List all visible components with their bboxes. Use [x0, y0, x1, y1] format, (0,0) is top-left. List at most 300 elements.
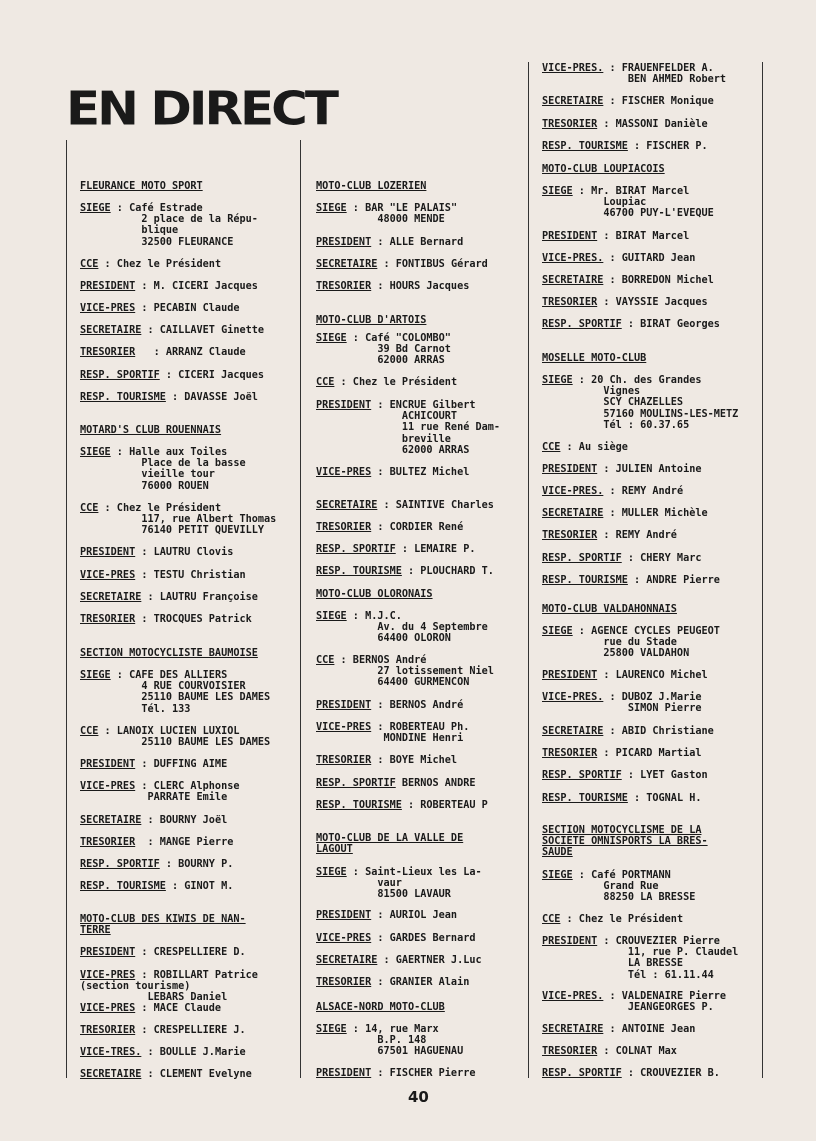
entry-label: PRESIDENT	[316, 1068, 372, 1079]
entry-label: PRESIDENT	[316, 400, 372, 411]
entry-value: : MULLER Michèle	[603, 508, 708, 519]
entry-label: SIEGE	[80, 670, 111, 681]
officer-entry	[316, 778, 475, 789]
entry-value: : Chez le Président	[98, 503, 222, 514]
officer-entry	[316, 281, 469, 292]
officer-entry	[542, 748, 701, 759]
entry-line	[542, 208, 714, 219]
entry-line	[316, 377, 457, 388]
club-section	[80, 181, 290, 403]
entry-value: Grand Rue	[542, 881, 659, 893]
entry-line	[542, 914, 683, 925]
officer-entry	[316, 400, 500, 456]
entry-label: VICE-PRES	[316, 933, 372, 944]
entry-value: : ANTOINE Jean	[603, 1024, 696, 1035]
entry-label: PRESIDENT	[80, 547, 136, 558]
officer-entry	[316, 522, 463, 533]
entry-value: : ABID Christiane	[603, 726, 714, 737]
entry-value: : Café "COLOMBO"	[346, 333, 451, 344]
officer-entry	[542, 914, 683, 925]
entry-value: : MASSONI Danièle	[597, 119, 708, 130]
entry-line	[316, 203, 457, 214]
column-rule	[762, 62, 763, 1078]
officer-entry	[80, 392, 258, 403]
entry-line	[316, 778, 475, 789]
entry-value: : MACE Claude	[135, 1003, 222, 1014]
entry-line	[316, 955, 482, 966]
officer-entry	[542, 486, 683, 497]
entry-line	[316, 214, 457, 225]
officer-entry	[80, 815, 227, 826]
entry-label: RESP. SPORTIF	[542, 1068, 622, 1079]
entry-line	[80, 458, 246, 469]
entry-value: 88250 LA BRESSE	[542, 892, 696, 904]
entry-line	[316, 467, 469, 478]
entry-value: : REMY André	[603, 486, 684, 497]
entry-value: : AGENCE CYCLES PEUGEOT	[572, 626, 720, 637]
entry-value: : FISCHER Pierre	[371, 1068, 476, 1079]
club-name: SECTION MOTOCYCLISME DE LA SOCIETE OMNISPORTS LA BRES- SAUDE	[542, 825, 708, 859]
entry-line	[542, 1068, 720, 1079]
entry-line	[542, 881, 695, 892]
entry-line	[542, 63, 726, 74]
entry-label: TRESORIER	[316, 977, 372, 988]
entry-value: : GARDES Bernard	[371, 933, 476, 944]
club-section	[542, 825, 757, 1079]
entry-line	[542, 530, 677, 541]
entry-label: SIEGE	[316, 867, 347, 878]
officer-entry	[80, 347, 246, 358]
club-name: MOTO-CLUB D'ARTOIS	[316, 315, 427, 326]
entry-label: VICE-PRES	[316, 467, 372, 478]
entry-label: RESP. TOURISME	[542, 575, 628, 586]
officer-entry	[542, 508, 708, 519]
club-name: MOTO-CLUB VALDAHONNAIS	[542, 604, 677, 615]
officer-entry	[80, 503, 276, 537]
entry-value: ACHICOURT	[316, 411, 458, 423]
entry-line	[542, 947, 738, 958]
entry-value: 25800 VALDAHON	[542, 648, 690, 660]
entry-value: : BERNOS André	[334, 655, 427, 666]
entry-value: : CHERY Marc	[621, 553, 702, 564]
entry-value: : DUFFING AIME	[135, 759, 228, 770]
entry-line	[316, 666, 494, 677]
entry-line	[80, 881, 233, 892]
entry-label: PRESIDENT	[80, 759, 136, 770]
entry-label: SIEGE	[542, 626, 573, 637]
entry-value: : BIRAT Georges	[621, 319, 720, 330]
entry-value: : AURIOL Jean	[371, 910, 458, 921]
column-rule	[300, 140, 301, 1078]
officer-entry	[80, 592, 258, 603]
entry-value: 57160 MOULINS-LES-METZ	[542, 408, 739, 420]
entry-label: TRESORIER	[80, 614, 136, 625]
entry-value: : BOURNY Joël	[141, 815, 228, 826]
entry-line	[542, 141, 708, 152]
officer-entry	[80, 547, 233, 558]
entry-line	[542, 409, 738, 420]
entry-value: : DUBOZ J.Marie	[603, 692, 702, 703]
entry-line	[316, 755, 457, 766]
officer-entry	[542, 530, 677, 541]
entry-label: RESP. SPORTIF	[316, 778, 396, 789]
club-name: MOTO-CLUB LOZERIEN	[316, 181, 427, 192]
entry-line	[316, 344, 451, 355]
entry-label: CCE	[80, 259, 99, 270]
entry-line	[542, 275, 714, 286]
entry-label: SECRETAIRE	[316, 259, 378, 270]
entry-value: : GINOT M.	[165, 881, 234, 892]
column-rule	[66, 140, 67, 1078]
entry-value: 62000 ARRAS	[316, 444, 470, 456]
entry-line	[542, 726, 714, 737]
entry-label: CCE	[80, 503, 99, 514]
entry-value: blique	[80, 225, 179, 237]
entry-label: SIEGE	[316, 333, 347, 344]
entry-value: : LAURENCO Michel	[597, 670, 708, 681]
entry-value: : CAFE DES ALLIERS	[110, 670, 228, 681]
officer-entry	[80, 203, 258, 248]
entry-value: : CORDIER René	[371, 522, 464, 533]
entry-value: : BULTEZ Michel	[371, 467, 470, 478]
entry-value: : BORREDON Michel	[603, 275, 714, 286]
entry-line	[316, 500, 494, 511]
entry-line	[80, 1025, 246, 1036]
entry-value: Tél : 60.37.65	[542, 419, 690, 431]
entry-value: 67501 HAGUENAU	[316, 1046, 464, 1058]
entry-value: 11 rue René Dam-	[316, 422, 501, 434]
entry-line	[542, 386, 738, 397]
entry-line	[542, 991, 726, 1002]
entry-line	[80, 370, 264, 381]
entry-label: RESP. TOURISME	[316, 566, 402, 577]
officer-entry	[80, 947, 246, 958]
officer-entry	[316, 655, 494, 689]
entry-line	[542, 670, 708, 681]
entry-line	[80, 447, 246, 458]
officer-entry	[542, 726, 714, 737]
club-section	[80, 648, 290, 892]
page-number: 40	[408, 1088, 429, 1106]
entry-line	[316, 544, 475, 555]
entry-value: : ALLE Bernard	[371, 237, 464, 248]
entry-line	[80, 759, 227, 770]
entry-value: Tél. 133	[80, 703, 191, 715]
entry-value: : COLNAT Max	[597, 1046, 677, 1057]
entry-line	[542, 936, 738, 947]
entry-value: : TROCQUES Patrick	[135, 614, 252, 625]
entry-value: vaur	[316, 878, 402, 890]
club-section	[542, 353, 757, 586]
entry-line	[542, 553, 701, 564]
officer-entry	[316, 611, 488, 645]
entry-label: SECRETAIRE	[542, 508, 604, 519]
entry-label: RESP. SPORTIF	[542, 770, 622, 781]
column-rule	[528, 62, 529, 1078]
entry-label: RESP. TOURISME	[542, 141, 628, 152]
officer-entry	[316, 1024, 463, 1058]
officer-entry	[80, 881, 233, 892]
entry-line	[542, 397, 738, 408]
entry-value: : ENCRUE Gilbert	[371, 400, 476, 411]
entry-value: : FONTIBUS Gérard	[377, 259, 488, 270]
entry-value: : TOGNAL H.	[627, 793, 702, 804]
officer-entry	[542, 375, 738, 431]
entry-line	[80, 481, 246, 492]
entry-label: TRESORIER	[542, 530, 598, 541]
officer-entry	[542, 231, 689, 242]
entry-value: : PLOUCHARD T.	[401, 566, 494, 577]
entry-line	[542, 74, 726, 85]
entry-value: : Chez le Président	[560, 914, 684, 925]
officer-entry	[316, 867, 482, 901]
entry-value: 48000 MENDE	[316, 214, 445, 226]
officer-entry	[316, 755, 457, 766]
officer-entry	[80, 303, 239, 314]
entry-value: : FISCHER Monique	[603, 96, 714, 107]
entry-line	[316, 700, 463, 711]
officer-entry	[316, 800, 488, 811]
entry-line	[542, 870, 695, 881]
page-title: EN DIRECT	[66, 82, 336, 136]
entry-line	[316, 977, 469, 988]
entry-label: TRESORIER	[542, 119, 598, 130]
officer-entry	[316, 377, 457, 388]
entry-value: : BAR "LE PALAIS"	[346, 203, 458, 214]
officer-entry	[80, 570, 246, 581]
officer-entry	[542, 770, 708, 781]
entry-value: : HOURS Jacques	[371, 281, 470, 292]
entry-value: Place de la basse	[80, 458, 246, 470]
entry-line	[542, 375, 738, 386]
entry-label: SECRETAIRE	[542, 275, 604, 286]
entry-label: CCE	[542, 914, 561, 925]
entry-line	[80, 792, 239, 803]
club-name: MOTO-CLUB DE LA VALLE DE LAGOUT	[316, 833, 464, 856]
entry-value: : FRAUENFELDER A.	[603, 63, 714, 74]
entry-value: : BOURNY P.	[159, 859, 234, 870]
entry-line	[542, 197, 714, 208]
entry-value: : 20 Ch. des Grandes	[572, 375, 702, 386]
entry-value: rue du Stade	[542, 637, 677, 649]
officer-entry	[316, 722, 469, 744]
entry-line	[316, 867, 482, 878]
entry-value: : CLERC Alphonse	[135, 781, 240, 792]
entry-label: TRESORIER	[542, 297, 598, 308]
entry-line	[80, 614, 252, 625]
entry-value: : REMY André	[597, 530, 677, 541]
entry-line	[80, 570, 246, 581]
officer-entry	[542, 186, 714, 220]
entry-line	[80, 225, 258, 236]
entry-value: : BIRAT Marcel	[597, 231, 690, 242]
entry-value: 76000 ROUEN	[80, 480, 209, 492]
entry-label: SECRETAIRE	[80, 815, 142, 826]
entry-line	[542, 692, 701, 703]
entry-line	[316, 400, 500, 411]
entry-label: CCE	[316, 655, 335, 666]
officer-entry	[542, 670, 708, 681]
entry-label: TRESORIER	[316, 281, 372, 292]
entry-line	[542, 648, 720, 659]
entry-label: TRESORIER	[316, 755, 372, 766]
club-name: MOTO-CLUB LOUPIACOIS	[542, 164, 665, 175]
entry-value: (section tourisme)	[80, 981, 191, 993]
entry-label: RESP. SPORTIF	[80, 859, 160, 870]
entry-line	[316, 910, 457, 921]
officer-entry	[316, 955, 482, 966]
entry-value: 46700 PUY-L'EVEQUE	[542, 208, 714, 220]
club-section	[542, 164, 757, 330]
entry-value: Loupiac	[542, 197, 647, 209]
officer-entry	[542, 319, 720, 330]
entry-line	[80, 670, 270, 681]
club-section	[316, 833, 521, 988]
entry-value: B.P. 148	[316, 1035, 427, 1047]
entry-line	[542, 420, 738, 431]
entry-line	[316, 733, 469, 744]
officer-entry	[80, 614, 252, 625]
entry-line	[80, 325, 264, 336]
officer-entry	[542, 96, 714, 107]
entry-line	[316, 889, 482, 900]
officer-entry	[542, 1024, 695, 1035]
entry-line	[316, 355, 451, 366]
entry-label: TRESORIER	[80, 1025, 136, 1036]
entry-value: 81500 LAVAUR	[316, 889, 451, 901]
entry-label: VICE-PRES	[80, 1003, 136, 1014]
entry-label: CCE	[316, 377, 335, 388]
entry-value: 27 lotissement Niel	[316, 666, 494, 678]
entry-line	[80, 592, 258, 603]
entry-value: : Saint-Lieux les La-	[346, 867, 482, 878]
entry-value: : FISCHER P.	[627, 141, 708, 152]
officer-entry	[542, 553, 701, 564]
entry-line	[542, 748, 701, 759]
entry-label: SECRETAIRE	[316, 955, 378, 966]
entry-label: SIEGE	[542, 186, 573, 197]
officer-entry	[80, 1003, 221, 1014]
entry-value: LA BRESSE	[542, 958, 684, 970]
entry-value: : CROUVEZIER Pierre	[597, 936, 720, 947]
entry-line	[316, 611, 488, 622]
entry-line	[316, 800, 488, 811]
club-name: FLEURANCE MOTO SPORT	[80, 181, 203, 192]
entry-label: SECRETAIRE	[542, 96, 604, 107]
entry-line	[80, 525, 276, 536]
officer-entry	[80, 759, 227, 770]
officer-entry	[542, 119, 708, 130]
entry-label: PRESIDENT	[316, 237, 372, 248]
entry-label: VICE-PRES	[80, 303, 136, 314]
entry-line	[316, 237, 463, 248]
entry-value: SCY CHAZELLES	[542, 397, 684, 409]
club-name: MOTO-CLUB DES KIWIS DE NAN- TERRE	[80, 914, 246, 937]
entry-line	[80, 726, 270, 737]
entry-value: : ANDRE Pierre	[627, 575, 720, 586]
entry-line	[80, 1069, 252, 1080]
entry-label: PRESIDENT	[80, 281, 136, 292]
officer-entry	[542, 442, 628, 453]
entry-value: : BOULLE J.Marie	[141, 1047, 246, 1058]
officer-entry	[316, 203, 457, 225]
entry-label: RESP. SPORTIF	[542, 553, 622, 564]
entry-value: 64400 GURMENCON	[316, 677, 470, 689]
entry-label: VICE-PRES.	[542, 63, 604, 74]
entry-line	[316, 259, 488, 270]
entry-line	[316, 722, 469, 733]
entry-line	[316, 622, 488, 633]
entry-line	[316, 333, 451, 344]
entry-value: : VAYSSIE Jacques	[597, 297, 708, 308]
entry-value: : LAUTRU Françoise	[141, 592, 258, 603]
officer-entry	[316, 1068, 475, 1079]
entry-value: : 14, rue Marx	[346, 1024, 439, 1035]
entry-line	[80, 303, 239, 314]
entry-line	[542, 575, 720, 586]
entry-line	[316, 434, 500, 445]
entry-line	[80, 237, 258, 248]
entry-line	[80, 815, 227, 826]
officer-entry	[542, 991, 726, 1013]
officer-entry	[80, 259, 221, 270]
officer-entry	[316, 237, 463, 248]
entry-value: 117, rue Albert Thomas	[80, 514, 277, 526]
entry-line	[80, 970, 258, 981]
entry-value: : BERNOS André	[371, 700, 464, 711]
entry-value: Tél : 61.11.44	[542, 969, 714, 981]
entry-value: : CAILLAVET Ginette	[141, 325, 265, 336]
club-name: MOSELLE MOTO-CLUB	[542, 353, 647, 364]
officer-entry	[80, 670, 270, 715]
entry-value: 11, rue P. Claudel	[542, 947, 739, 959]
club-section	[542, 604, 757, 804]
club-name: SECTION MOTOCYCLISTE BAUMOISE	[80, 648, 258, 659]
entry-value: : CLEMENT Evelyne	[141, 1069, 252, 1080]
officer-entry	[316, 977, 469, 988]
officer-entry	[80, 1047, 246, 1058]
entry-label: TRESORIER	[542, 748, 598, 759]
club-name: MOTO-CLUB OLORONAIS	[316, 589, 433, 600]
entry-value: : CROUVEZIER B.	[621, 1068, 720, 1079]
officer-entry	[80, 1025, 246, 1036]
entry-label: TRESORIER	[542, 1046, 598, 1057]
entry-label: VICE-PRES	[316, 722, 372, 733]
entry-line	[80, 992, 258, 1003]
entry-value: : DAVASSE Joël	[165, 392, 258, 403]
entry-label: SIEGE	[316, 1024, 347, 1035]
officer-entry	[80, 970, 258, 1004]
entry-line	[80, 692, 270, 703]
officer-entry	[316, 500, 494, 511]
officer-entry	[80, 281, 258, 292]
club-name: MOTARD'S CLUB ROUENNAIS	[80, 425, 222, 436]
entry-label: TRESORIER	[80, 837, 136, 848]
entry-line	[80, 259, 221, 270]
officer-entry	[80, 447, 246, 492]
entry-value: : VALDENAIRE Pierre	[603, 991, 727, 1002]
entry-value: Vignes	[542, 386, 641, 398]
entry-value: : Café Estrade	[110, 203, 203, 214]
entry-value: : ARRANZ Claude	[135, 347, 246, 358]
entry-value: : TESTU Christian	[135, 570, 246, 581]
entry-line	[542, 1024, 695, 1035]
entry-line	[316, 633, 488, 644]
officer-entry	[542, 63, 726, 85]
entry-value: : ROBERTEAU Ph.	[371, 722, 470, 733]
entry-label: PRESIDENT	[316, 700, 372, 711]
entry-label: SIEGE	[542, 375, 573, 386]
